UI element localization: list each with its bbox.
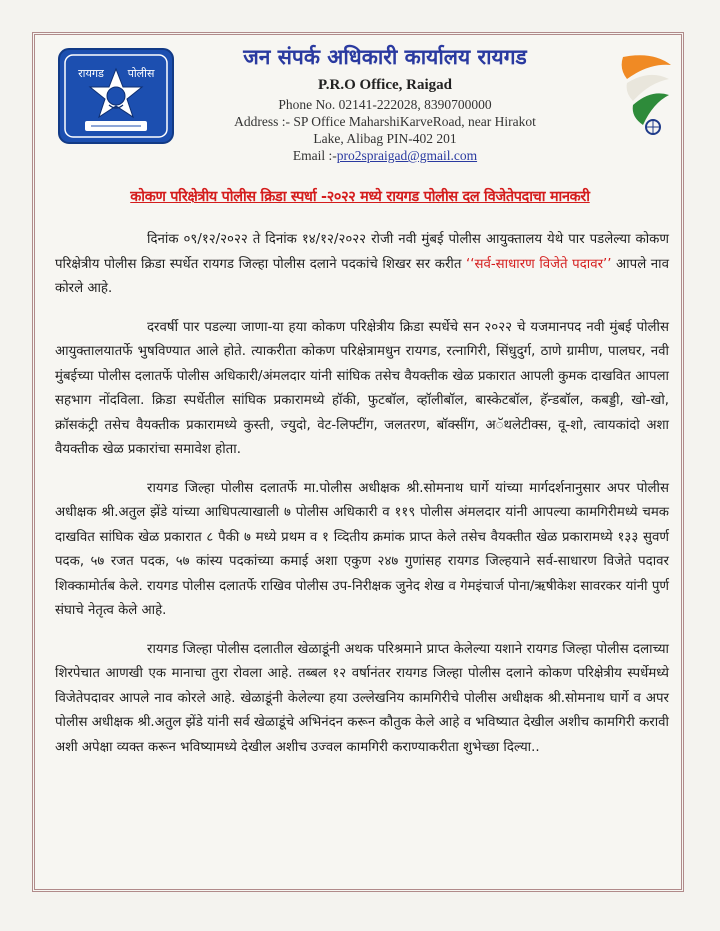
article-body xyxy=(55,228,669,774)
headline: कोकण परिक्षेत्रीय पोलीस क्रिडा स्पर्धा -२०२२ मध्ये रायगड पोलीस दल विजेतेपदाचा मानकरी xyxy=(130,189,590,205)
logo-text-right: पोलीस xyxy=(127,67,155,80)
office-title: जन संपर्क अधिकारी कार्यालय रायगड xyxy=(243,45,527,69)
paragraph-1 xyxy=(55,228,669,302)
p1-text-before: दिनांक ०९/१२/२०२२ ते दिनांक १४/१२/२०२२ रोजी नवी मुंबई पोलीस आयुक्तालय येथे पार पडलेल्या कोकण परिक्षेत्रीय पोलीस क्रिडा स्पर्धेत रायगड जिल्हा पोलीस दलाने पदकांचे शिखर सर करीत xyxy=(55,232,669,272)
email-row xyxy=(185,147,585,164)
phone-number: Phone No. 02141-222028, 8390700000 xyxy=(278,97,492,112)
press-release-page xyxy=(32,32,684,892)
email-label: Email :- xyxy=(292,148,337,163)
tricolor-flag-icon xyxy=(609,49,675,149)
address-line-2: Lake, Alibag PIN-402 201 xyxy=(313,131,457,146)
letterhead xyxy=(185,43,585,164)
pro-office-name: P.R.O Office, Raigad xyxy=(317,77,453,93)
p1-text-after: आपले नाव कोरले आहे. xyxy=(55,256,669,296)
paragraph-4: रायगड जिल्हा पोलीस दलातील खेळाडूंनी अथक परिश्रमाने प्राप्त केलेल्या यशाने रायगड जिल्हा पोलीस दलाच्या शिरपेचात आणखी एक मानाचा तुरा रोवला आहे. तब्बल १२ वर्षानंतर रायगड जिल्हा पोलीस दलाने कोकण परिक्षेत्रीय स्पर्धेमध्ये विजेतेपदावर आपले नाव कोरले आहे. खेळाडूंनी केलेल्या हया उल्लेखनिय कामगिरीचे पोलीस अधीक्षक श्री.सोमनाथ घार्गे व अपर पोलीस अधीक्षक श्री.अतुल झेंडे यांनी सर्व खेळाडूंचे अभिनंदन करून कौतुक केले आहे व भविष्यात देखील अशीच कामगिरी करावी अशी अपेक्षा व्यक्त करून भविष्यामध्ये देखील अशीच उज्वल कामगिरी कराण्याकरीता शुभेच्छा दिल्या.. xyxy=(55,641,669,755)
address-line-1: Address :- SP Office MaharshiKarveRoad, near Hirakot xyxy=(234,114,536,129)
logo-text-left: रायगड xyxy=(78,67,104,80)
police-emblem-icon xyxy=(57,47,175,145)
paragraph-3: रायगड जिल्हा पोलीस दलातर्फे मा.पोलीस अधीक्षक श्री.सोमनाथ घार्गे यांच्या मार्गदर्शनानुसार अपर पोलीस अधीक्षक श्री.अतुल झेंडे यांच्या आधिपत्याखाली ७ पोलीस अधिकारी व ११९ पोलीस अंमलदार यांनी आपल्या कामगिरीमध्ये चमक दाखवित सांघिक खेळ प्रकारात ८ पैकी ७ मध्ये प्रथम व १ व्दितीय क्रमांक प्राप्त केले तसेच वैयक्तीत खेळ प्रकारामध्ये १३३ सुवर्ण पदक, ५७ रजत पदक, ५७ कांस्य पदकांच्या कमाई अशा एकुण २४७ गुणांसह रायगड जिल्हयाने सर्व-साधारण विजेते पदावर शिक्कामोर्तब केले. रायगड पोलीस दलातर्फे राखिव पोलीस उप-निरीक्षक जुनेद शेख व गेमइंचार्ज पोना/ऋषीकेश सावरकर यांनी पुर्ण संघाचे नेतृत्व केले आहे. xyxy=(55,480,669,618)
paragraph-2: दरवर्षी पार पडल्या जाणा-या हया कोकण परिक्षेत्रीय क्रिडा स्पर्धेचे सन २०२२ चे यजमानपद नवी मुंबई पोलीस आयुक्तालयातर्फे भुषविण्यात आले होते. त्याकरीता कोकण परिक्षेत्रामधुन रायगड, रत्नागिरी, सिंधुदुर्ग, ठाणे ग्रामीण, पालघर, नवी मुंबईच्या पोलीस दलातर्फे पोलीस अधिकारी/अंमलदार यांनी सांघिक तसेच वैयक्तीक खेळ प्रकारात आपली कुमक दाखवित आपला सहभाग नोंदविला. क्रिडा स्पर्धेतील सांघिक प्रकारामध्ये हॉकी, फुटबॉल, व्हॉलीबॉल, बास्केटबॉल, हॅन्डबॉल, कबड्डी, खो-खो, क्रॉसकंट्री तसेच वैयक्तीक प्रकारामध्ये कुस्ती, ज्युदो, वेट-लिफ्टींग, जलतरण, बॉक्सींग, अॅथलेटीक्स, वू-शो, त्वायकांदो अशा वैयक्तीक खेळ प्रकारांचा समावेश होता. xyxy=(55,319,669,457)
email-link[interactable]: pro2spraigad@gmail.com xyxy=(336,148,478,163)
p1-quote: ‘‘सर्व-साधारण विजेते पदावर’’ xyxy=(466,256,612,272)
